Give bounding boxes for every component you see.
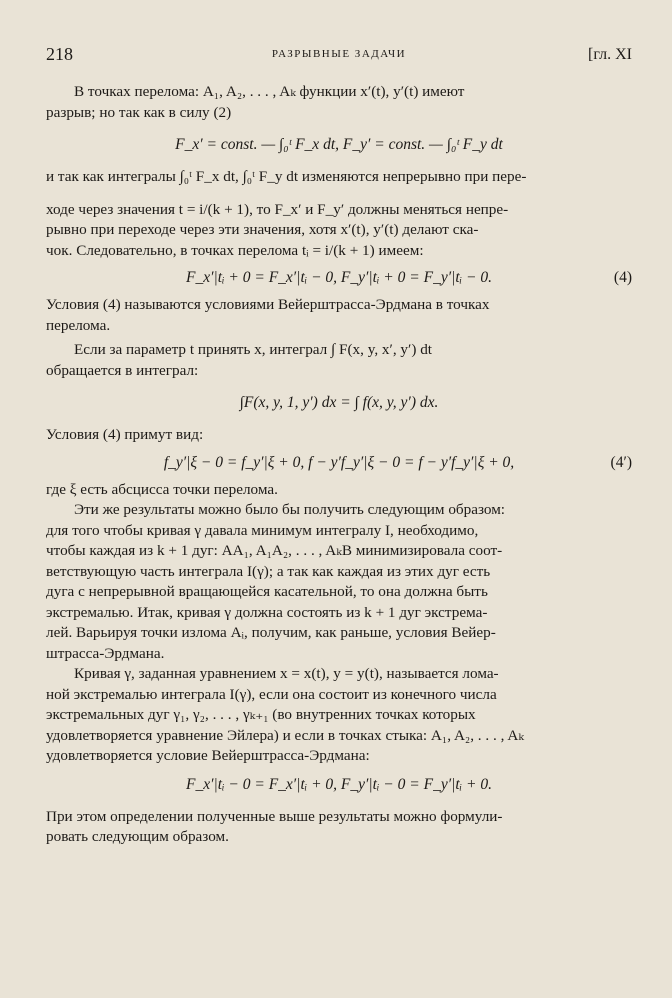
text-line: ходе через значения t = i/(k + 1), то F_x′ и F_y′ должны меняться непре- <box>46 200 509 218</box>
text-line: удовлетворяется условие Вейерштрасса-Эрдмана: <box>46 747 370 764</box>
text-line: Условия (4) называются условиями Вейерштрасса-Эрдмана в точках <box>46 296 490 313</box>
text-line: обращается в интеграл: <box>46 361 199 379</box>
text-line: рывно при переходе через эти значения, хотя x′(t), y′(t) делают ска- <box>46 221 479 238</box>
formula-line: ∫F(x, y, 1, y′) dx = ∫ f(x, y, y′) dx. <box>239 394 439 411</box>
formula-line: F_x′|tᵢ − 0 = F_x′|tᵢ + 0, F_y′|tᵢ − 0 = F_y′|tᵢ + 0. <box>186 775 492 793</box>
text-line: экстремалью. Итак, кривая γ должна состоять из k + 1 дуг экстрема- <box>46 603 488 621</box>
text-line: При этом определении полученные выше результаты можно формули- <box>46 807 503 825</box>
equation-4 <box>46 269 632 287</box>
equation-number: (4′) <box>610 453 632 471</box>
text-line: перелома. <box>46 316 111 334</box>
formula-line: F_x′ = const. — ∫₀ᵗ F_x dt, F_y′ = const. — ∫₀ᵗ F_y dt <box>175 136 503 153</box>
running-title: РАЗРЫВНЫЕ ЗАДАЧИ <box>271 48 407 60</box>
text-line: ветствующую часть интеграла I(γ); а так как каждая из этих дуг есть <box>46 562 491 580</box>
text-line: ной экстремалью интеграла I(γ), если она состоит из конечного числа <box>46 685 497 703</box>
text-line: чок. Следовательно, в точках перелома tᵢ = i/(k + 1) имеем: <box>46 241 424 259</box>
formula-line: f_y′|ξ − 0 = f_y′|ξ + 0, f − y′f_y′|ξ − 0 = f − y′f_y′|ξ + 0, <box>163 453 515 471</box>
text-line: штрасса-Эрдмана. <box>46 644 165 662</box>
text-line: лей. Варьируя точки излома Aᵢ, получим, как раньше, условия Вейер- <box>46 624 496 641</box>
text-line: дуга с непрерывной вращающейся касательной, то она должна быть <box>46 583 488 600</box>
text-line: для того чтобы кривая γ давала минимум интегралу I, необходимо, <box>46 521 479 539</box>
text-line: Эти же результаты можно было бы получить следующим образом: <box>74 501 506 518</box>
equation-number: (4) <box>613 269 632 286</box>
text-line: где ξ есть абсцисса точки перелома. <box>46 480 278 498</box>
text-line: Если за параметр t принять x, интеграл ∫ F(x, y, x′, y′) dt <box>74 341 433 358</box>
text-line: удовлетворяется уравнение Эйлера) и если в точках стыка: A₁, A₂, . . . , Aₖ <box>46 726 524 744</box>
page-number: 218 <box>46 44 73 64</box>
text-line: В точках перелома: A₁, A₂, . . . , Aₖ функции x′(t), y′(t) имеют <box>74 83 465 100</box>
chapter-ref: [гл. XI <box>588 46 632 63</box>
text-line: Условия (4) примут вид: <box>46 426 204 443</box>
text-line: разрыв; но так как в силу (2) <box>46 103 232 121</box>
text-line: и так как интегралы ∫₀ᵗ F_x dt, ∫₀ᵗ F_y dt изменяются непрерывно при пере- <box>46 168 527 185</box>
equation-4-prime <box>46 454 632 472</box>
text-line: ровать следующим образом. <box>46 828 229 845</box>
text-line: чтобы каждая из k + 1 дуг: AA₁, A₁A₂, . . . , AₖB минимизировала соот- <box>46 542 503 559</box>
page-header <box>46 44 632 74</box>
text-line: экстремальных дуг γ₁, γ₂, . . . , γₖ₊₁ (во внутренних точках которых <box>46 706 476 723</box>
formula-line: F_x′|tᵢ + 0 = F_x′|tᵢ − 0, F_y′|tᵢ + 0 = F_y′|tᵢ − 0. <box>186 269 492 286</box>
text-line: Кривая γ, заданная уравнением x = x(t), y = y(t), называется лома- <box>74 665 499 682</box>
